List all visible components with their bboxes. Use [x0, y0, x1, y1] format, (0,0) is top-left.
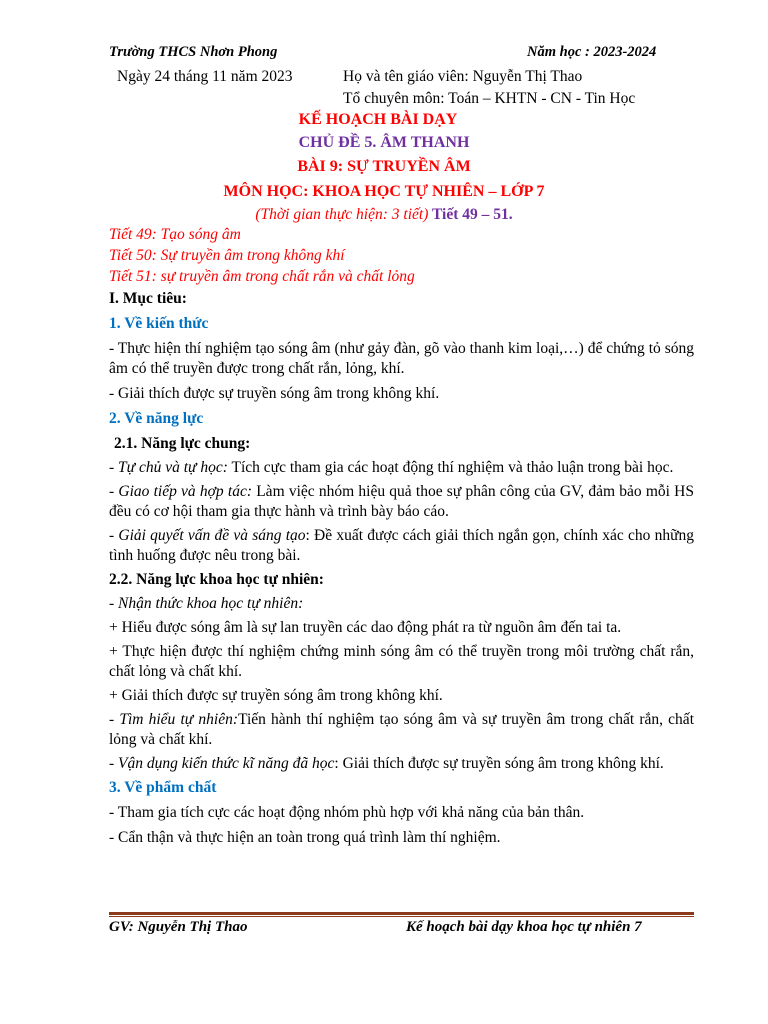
general-item-3-label: - Giải quyết vấn đề và sáng tạo: [109, 527, 306, 544]
explore-text: Tiến hành thí nghiệm tạo sóng âm và sự truyền âm trong chất rắn, chất lỏng và chất khí.: [109, 711, 694, 748]
science-label: - Nhận thức khoa học tự nhiên:: [109, 595, 304, 612]
general-item-1-label: - Tự chủ và tự học:: [109, 459, 228, 476]
apply-item: [109, 754, 694, 774]
footer-doc-title: Kế hoạch bài dạy khoa học tự nhiên 7: [406, 919, 642, 935]
science-competency-heading: 2.2. Năng lực khoa học tự nhiên:: [109, 571, 324, 588]
general-item-2-text: Làm việc nhóm hiệu quả thoe sự phân công của GV, đảm bảo mỗi HS đều có cơ hội tham gia thực hành và trình bày báo cáo.: [109, 483, 694, 520]
footer-rule-thin: [109, 916, 694, 917]
explore-item: [109, 710, 694, 750]
school-name: Trường THCS Nhơn Phong: [109, 44, 278, 60]
topic-title: CHỦ ĐỀ 5. ÂM THANH: [298, 134, 470, 151]
date: Ngày 24 tháng 11 năm 2023: [117, 68, 293, 85]
general-item-3: [109, 526, 694, 566]
lesson-title: BÀI 9: SỰ TRUYỀN ÂM: [297, 158, 471, 175]
plan-title: KẾ HOẠCH BÀI DẠY: [298, 111, 458, 128]
subject-title: MÔN HỌC: KHOA HỌC TỰ NHIÊN – LỚP 7: [223, 183, 545, 200]
knowledge-heading: 1. Về kiến thức: [109, 315, 209, 332]
competency-heading: 2. Về năng lực: [109, 410, 204, 427]
period-51: Tiết 51: sự truyền âm trong chất rắn và chất lỏng: [109, 268, 415, 285]
duration-text: (Thời gian thực hiện: 3 tiết): [255, 206, 429, 223]
science-item-2: + Thực hiện được thí nghiệm chứng minh sóng âm có thể truyền trong môi trường chất rắn, chất lỏng và chất khí.: [109, 643, 694, 680]
section-objectives: I. Mục tiêu:: [109, 290, 187, 307]
explore-label: - Tìm hiểu tự nhiên:: [109, 711, 239, 728]
quality-item-1: - Tham gia tích cực các hoạt động nhóm phù hợp với khả năng của bản thân.: [109, 804, 585, 821]
footer-rule-thick: [109, 912, 694, 915]
general-item-1-text: Tích cực tham gia các hoạt động thí nghiệm và thảo luận trong bài học.: [227, 459, 674, 476]
general-item-3-text: : Đề xuất được cách giải thích ngắn gọn, chính xác cho những tình huống được nêu trong bài.: [109, 527, 694, 564]
department: Tổ chuyên môn: Toán – KHTN - CN - Tin Học: [343, 90, 636, 107]
teacher-name: Họ và tên giáo viên: Nguyễn Thị Thao: [343, 68, 583, 85]
periods-range: Tiết 49 – 51.: [428, 206, 513, 223]
period-50: Tiết 50: Sự truyền âm trong không khí: [109, 247, 345, 264]
general-item-2-label: - Giao tiếp và hợp tác:: [109, 483, 252, 500]
apply-label: - Vận dụng kiến thức kĩ năng đã học: [109, 755, 335, 772]
knowledge-item-2: - Giải thích được sự truyền sóng âm trong không khí.: [109, 385, 440, 402]
science-item-1: + Hiểu được sóng âm là sự lan truyền các dao động phát ra từ nguồn âm đến tai ta.: [109, 619, 622, 636]
knowledge-item-1: - Thực hiện thí nghiệm tạo sóng âm (như gảy đàn, gõ vào thanh kim loại,…) để chứng tỏ sóng âm có thể truyền được trong chất rắn, lỏng, khí.: [109, 340, 694, 377]
science-item-3: + Giải thích được sự truyền sóng âm trong không khí.: [109, 687, 443, 704]
general-item-2: [109, 482, 694, 522]
footer-teacher: GV: Nguyễn Thị Thao: [109, 919, 248, 935]
quality-item-2: - Cẩn thận và thực hiện an toàn trong quá trình làm thí nghiệm.: [109, 829, 501, 846]
duration-line: [0, 206, 768, 224]
apply-text: : Giải thích được sự truyền sóng âm trong không khí.: [334, 755, 664, 772]
period-49: Tiết 49: Tạo sóng âm: [109, 226, 241, 243]
quality-heading: 3. Về phẩm chất: [109, 779, 217, 796]
document-body: [109, 289, 694, 853]
general-item-1: [109, 458, 694, 478]
school-year: Năm học : 2023-2024: [527, 44, 657, 60]
general-competency-heading: 2.1. Năng lực chung:: [114, 435, 251, 452]
